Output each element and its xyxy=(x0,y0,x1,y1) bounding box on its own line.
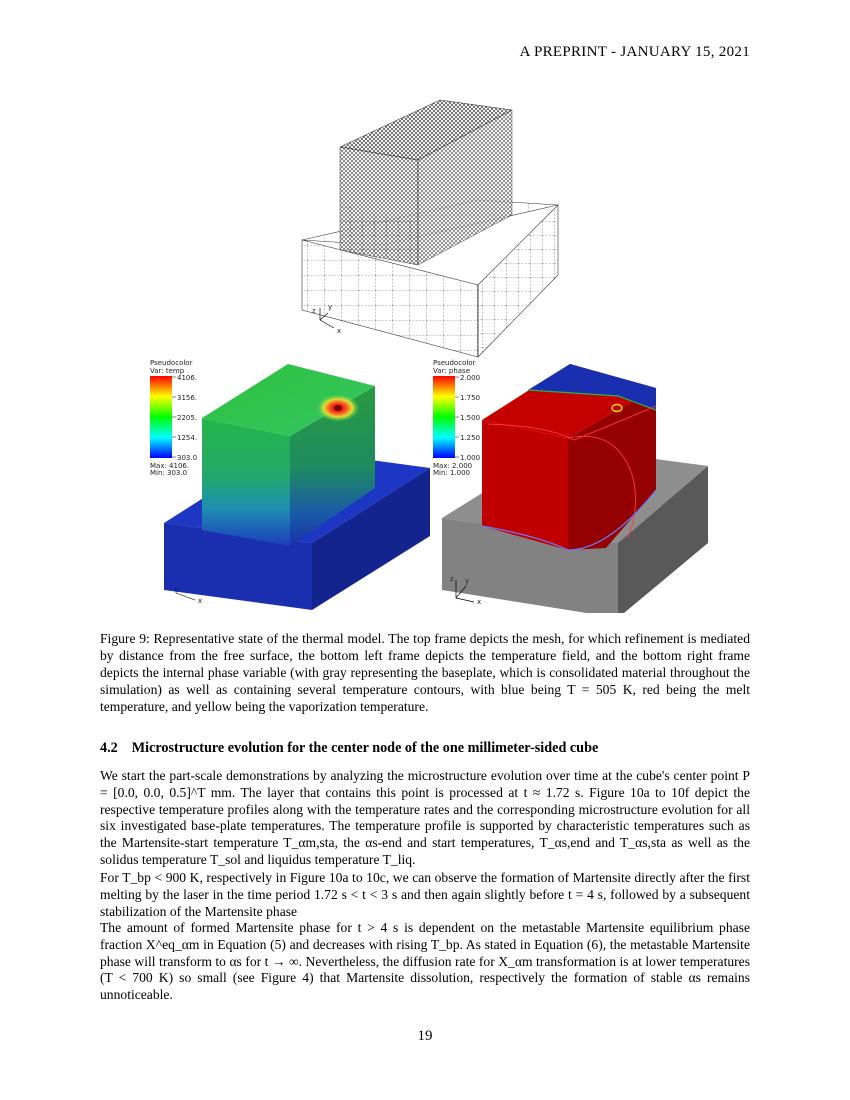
temp-colorbar xyxy=(150,376,172,458)
temp-axis-x: x xyxy=(198,597,203,605)
phase-colorbar xyxy=(433,376,455,458)
phase-tick-1: 2.000 xyxy=(460,374,481,382)
mesh-axis-z: z xyxy=(312,307,316,315)
temp-tick-5: 303.0 xyxy=(177,454,198,462)
phase-legend-var: Var: phase xyxy=(433,367,470,375)
phase-figure xyxy=(428,358,728,613)
temp-min: Min: 303.0 xyxy=(150,469,188,477)
temp-cube-front xyxy=(202,418,290,546)
phase-axis-x: x xyxy=(477,598,482,606)
section-heading xyxy=(100,740,598,757)
paragraph-2: For T_bp < 900 K, respectively in Figure 10a to 10c, we can observe the formation of Martensite directly after the first melting by the laser in the time period 1.72 s < t < 3 s and then again slightly before t = 4 s, followed by a subsequent stabilization of the Martensite phase xyxy=(100,870,750,919)
temp-tick-2: 3156. xyxy=(177,394,198,402)
temp-legend-var: Var: temp xyxy=(150,367,185,375)
phase-tick-3: 1.500 xyxy=(460,414,481,422)
running-header: A PREPRINT - JANUARY 15, 2021 xyxy=(519,44,750,60)
section-number: 4.2 xyxy=(100,740,118,756)
mesh-axis-x: x xyxy=(337,327,342,335)
temp-tick-4: 1254. xyxy=(177,434,198,442)
phase-tick-2: 1.750 xyxy=(460,394,481,402)
temp-tick-3: 2205. xyxy=(177,414,198,422)
page-number: 19 xyxy=(417,1028,433,1044)
temp-legend-title: Pseudocolor xyxy=(150,359,193,367)
figure-caption: Figure 9: Representative state of the thermal model. The top frame depicts the mesh, for which refinement is mediated by distance from the free surface, the bottom left frame depicts the temperature field, and the bottom right frame depicts the internal phase variable (with gray representing the baseplate, which is consolidated material throughout the simulation) as well as containing several temperature contours, with blue being T = 505 K, red being the melt temperature, and yellow being the vaporization temperature. xyxy=(100,631,750,714)
temperature-figure xyxy=(140,358,440,613)
phase-min: Min: 1.000 xyxy=(433,469,471,477)
paragraph-3: The amount of formed Martensite phase for t > 4 s is dependent on the metastable Martensite equilibrium phase fraction X^eq_αm in Equation (5) and decreases with rising T_bp. As stated in Equation (6), the metastable Martensite phase will transform to αs for t → ∞. Nevertheless, the diffusion rate for X_αm transformation is at lower temperatures (T < 700 K) so small (see Figure 4) that Martensite dissolution, respectively the formation of stable αs remains unnoticeable. xyxy=(100,920,750,1003)
temp-max: Max: 4106. xyxy=(150,462,190,470)
mesh-figure xyxy=(290,95,570,360)
phase-legend-title: Pseudocolor xyxy=(433,359,476,367)
phase-axis-y: y xyxy=(465,577,470,585)
phase-axis-z: z xyxy=(450,575,454,583)
phase-max: Max: 2.000 xyxy=(433,462,473,470)
paragraph-1: We start the part-scale demonstrations by analyzing the microstructure evolution over time at the cube's center point P = [0.0, 0.0, 0.5]^T mm. The layer that contains this point is processed at t ≈ 1.72 s. Figure 10a to 10f depict the respective temperature profiles along with the temperature rates and the corresponding microstructure evolution for all six investigated base-plate temperatures. The temperature profile is supported by characteristic temperatures such as the Martensite-start temperature T_αm,sta, the αs-end and start temperatures, T_αs,end and T_αs,sta as well as the solidus temperature T_sol and liquidus temperature T_liq. xyxy=(100,768,750,867)
phase-tick-5: 1.000 xyxy=(460,454,481,462)
mesh-axis-y: y xyxy=(328,303,333,311)
section-title: Microstructure evolution for the center node of the one millimeter-sided cube xyxy=(131,740,599,756)
phase-tick-4: 1.250 xyxy=(460,434,481,442)
mesh-baseplate-right xyxy=(478,205,558,357)
temp-tick-1: 4106. xyxy=(177,374,198,382)
